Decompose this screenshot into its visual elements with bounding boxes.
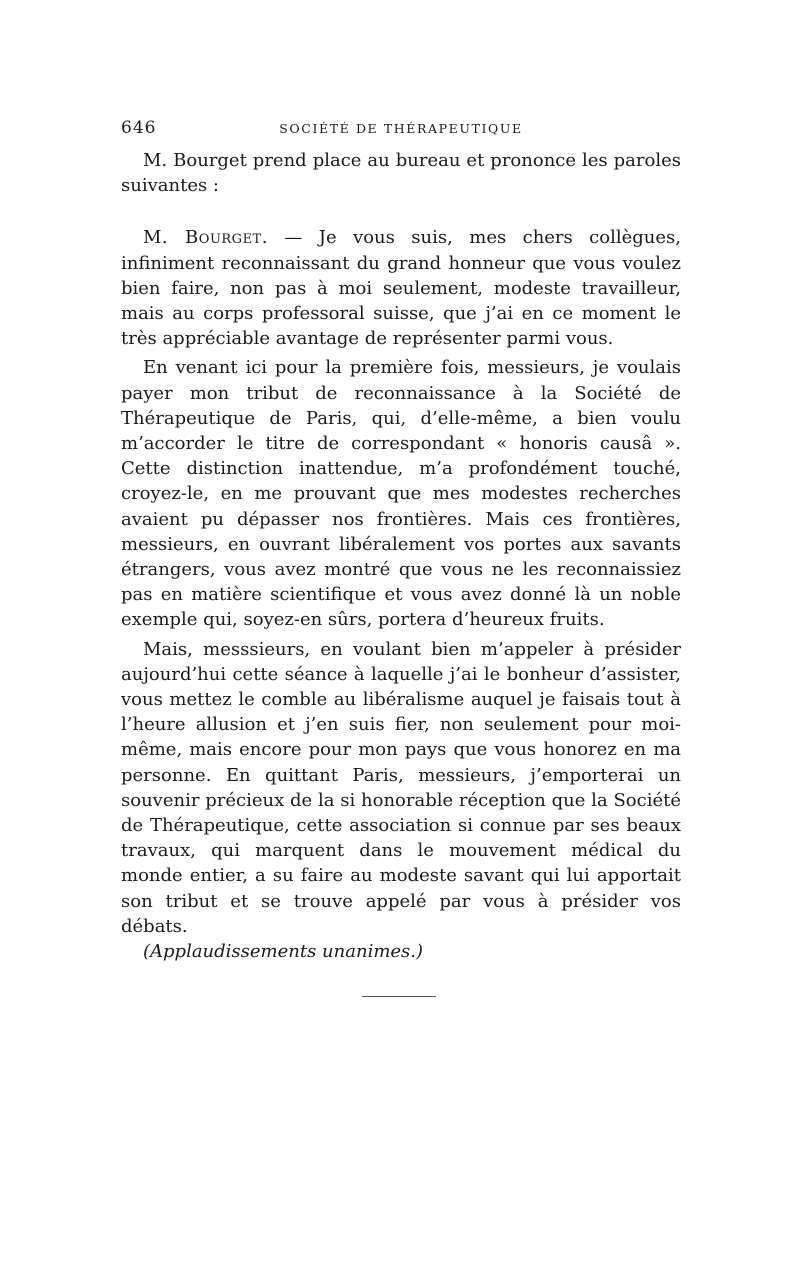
intro-paragraph: M. Bourget prend place au bureau et prononce les paroles suivantes : [121, 150, 681, 197]
speech-paragraph-3: Mais, messsieurs, en voulant bien m’appeler à présider aujourd’hui cette séance à laquelle j’ai le bonheur d’assister, vous mettez le comble au libéralisme auquel je faisais tout à l’heure allusion et j’en suis fier, non seulement pour moi-même, mais encore pour mon pays que vous honorez en ma personne. En quittant Paris, messieurs, j’emporterai un souvenir précieux de la si honorable réception que la Société de Thérapeutique, cette association si connue par ses beaux travaux, qui marquent dans le mouvement médical du monde entier, a su faire au modeste savant qui lui apportait son tribut et se trouve appelé par vous à présider vos débats. [121, 638, 681, 937]
running-title: SOCIÉTÉ DE THÉRAPEUTIQUE [279, 121, 523, 136]
speech-opening-text: — Je vous suis, mes chers collègues, infiniment reconnaissant du grand honneur que vous voulez bien faire, non pas à moi seulement, modeste travailleur, mais au corps professoral suisse, que j’ai en ce moment le très appréciable avantage de représenter parmi vous. [121, 227, 681, 350]
running-head [121, 118, 681, 142]
speech-paragraph-1 [121, 225, 681, 351]
page-number: 646 [121, 118, 157, 138]
speaker-name: M. Bourget. [143, 227, 268, 249]
speech-paragraph-2: En venant ici pour la première fois, messieurs, je voulais payer mon tribut de reconnaissance à la Société de Thérapeutique de Paris, qui, d’elle-même, a bien voulu m’accorder le titre de correspondant « honoris causâ ». Cette distinction inattendue, m’a profondément touché, croyez-le, en me prouvant que mes modestes recherches avaient pu dépasser nos frontières. Mais ces frontières, messieurs, en ouvrant libéralement vos portes aux savants étrangers, vous avez montré que vous ne les reconnaissiez pas en matière scientifique et vous avez donné là un noble exemple qui, soyez-en sûrs, portera d’heureux fruits. [121, 357, 681, 631]
applause-note: (Applaudissements unanimes.) [143, 941, 424, 963]
body-text [121, 148, 681, 964]
section-divider [362, 996, 436, 997]
